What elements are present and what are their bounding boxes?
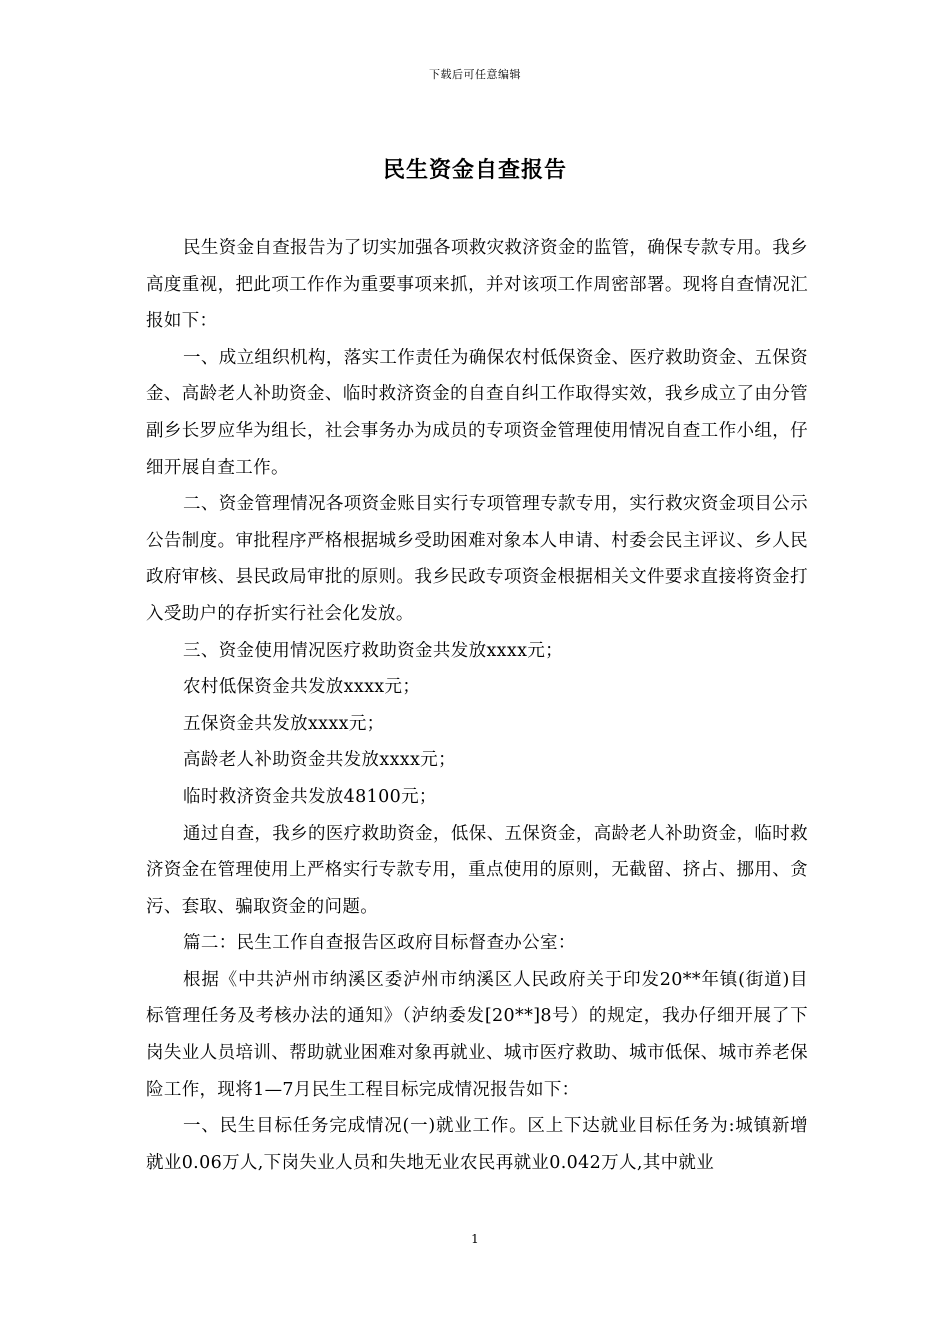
paragraph-basis: 根据《中共泸州市纳溪区委泸州市纳溪区人民政府关于印发20**年镇(街道)目标管理任务及考核办法的通知》（泸纳委发[20**]8号）的规定，我办仔细开展了下岗失业人员培训、帮助就业困难对象再就业、城市医疗救助、城市低保、城市养老保险工作，现将1—7月民生工程目标完成情况报告如下： — [146, 969, 808, 1100]
paragraph-medical-aid: 三、资金使用情况医疗救助资金共发放xxxx元； — [183, 640, 564, 661]
page-number: 1 — [471, 1232, 479, 1246]
paragraph-fund-management: 二、资金管理情况各项资金账目实行专项管理专款专用，实行救灾资金项目公示公告制度。审批程序严格根据城乡受助困难对象本人申请、村委会民主评议、乡人民政府审核、县民政局审批的原则。我乡民政专项资金根据相关文件要求直接将资金打入受助户的存折实行社会化发放。 — [146, 494, 808, 624]
paragraph-employment: 一、民生目标任务完成情况(一)就业工作。区上下达就业目标任务为:城镇新增就业0.06万人,下岗失业人员和失地无业农民再就业0.042万人,其中就业 — [146, 1116, 808, 1173]
page-header-note: 下载后可任意编辑 — [429, 68, 521, 81]
document-title: 民生资金自查报告 — [382, 158, 567, 183]
paragraph-intro: 民生资金自查报告为了切实加强各项救灾救济资金的监管，确保专款专用。我乡高度重视，把此项工作作为重要事项来抓，并对该项工作周密部署。现将自查情况汇报如下： — [146, 238, 808, 332]
paragraph-temporary-relief: 临时救济资金共发放48100元； — [183, 786, 437, 807]
paragraph-elderly-subsidy: 高龄老人补助资金共发放xxxx元； — [183, 750, 456, 771]
paragraph-five-guarantee: 五保资金共发放xxxx元； — [183, 713, 385, 734]
paragraph-organization: 一、成立组织机构，落实工作责任为确保农村低保资金、医疗救助资金、五保资金、高龄老人补助资金、临时救济资金的自查自纠工作取得实效，我乡成立了由分管副乡长罗应华为组长，社会事务办为成员的专项资金管理使用情况自查工作小组，仔细开展自查工作。 — [146, 347, 808, 478]
paragraph-rural-subsistence: 农村低保资金共发放xxxx元； — [183, 677, 421, 698]
paragraph-conclusion: 通过自查，我乡的医疗救助资金，低保、五保资金，高龄老人补助资金，临时救济资金在管理使用上严格实行专款专用，重点使用的原则，无截留、挤占、挪用、贪污、套取、骗取资金的问题。 — [146, 823, 808, 917]
document-body — [146, 230, 808, 1181]
paragraph-part-two-heading: 篇二：民生工作自查报告区政府目标督查办公室： — [183, 933, 576, 954]
